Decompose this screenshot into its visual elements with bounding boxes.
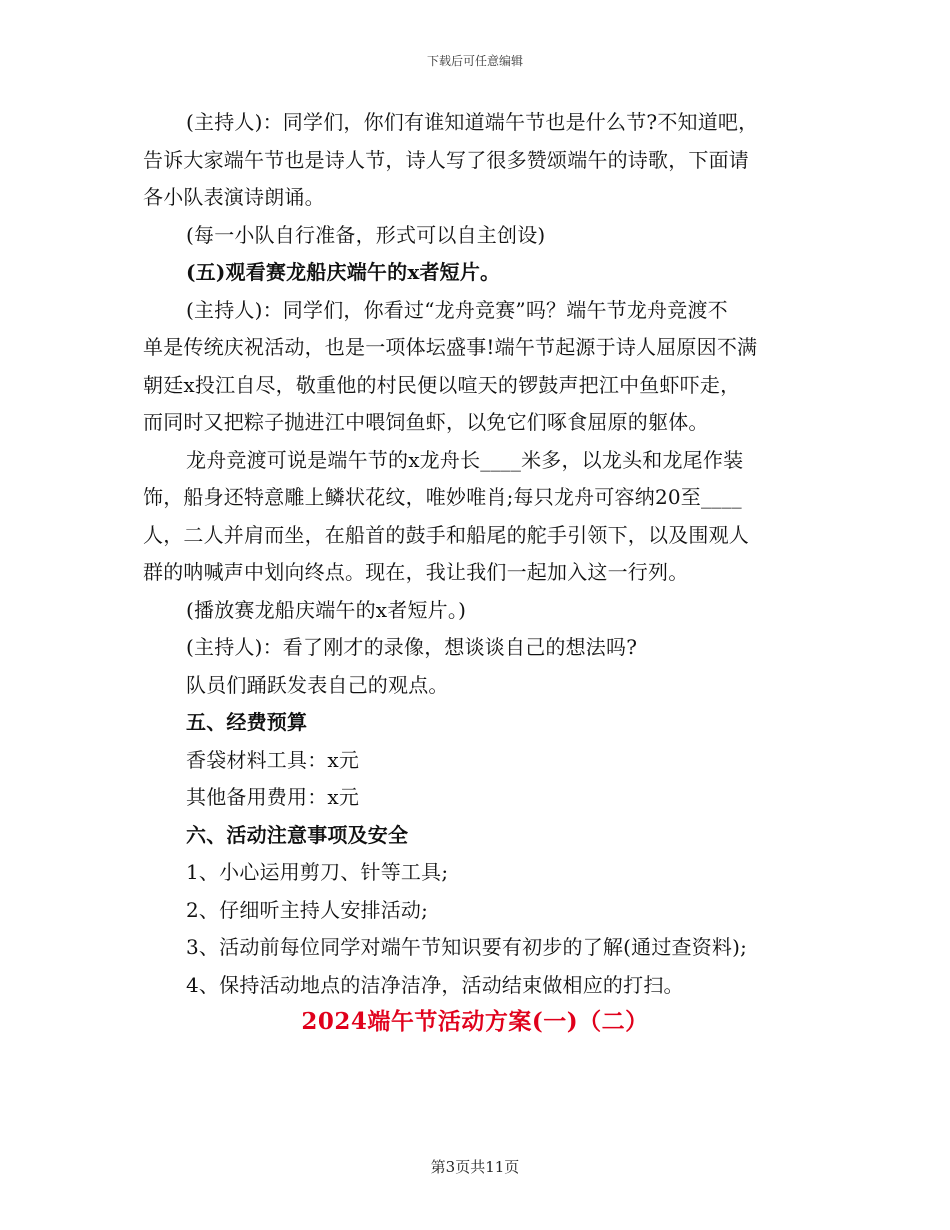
page-header: 下载后可任意编辑 [426,54,523,68]
host-paragraph-2: (主持人)：同学们，你看过“龙舟竞赛”吗？端午节龙舟竞渡不 [186,297,728,322]
host-paragraph-1: (主持人)：同学们，你们有谁知道端午节也是什么节?不知道吧， [186,110,759,134]
dragon-boat-paragraph-end: 群的呐喊声中划向终点。现在，我让我们一起加入这一行列。 [143,560,689,584]
host-paragraph-1-cont: 告诉大家端午节也是诗人节，诗人写了很多赞颂端午的诗歌，下面请 [143,147,749,172]
safety-item-2: 2、仔细听主持人安排活动; [186,897,429,922]
document-body [143,104,808,1004]
dragon-boat-paragraph: 龙舟竞渡可说是端午节的x龙舟长____米多，以龙头和龙尾作装 [186,447,744,472]
budget-heading: 五、经费预算 [186,710,308,734]
team-response: 队员们踊跃发表自己的观点。 [186,672,449,697]
section-title: 2024端午节活动方案(一)（二） [301,1008,649,1035]
host-paragraph-2-cont: 朝廷x投江自尽，敬重他的村民便以喧天的锣鼓声把江中鱼虾吓走， [143,372,741,397]
safety-item-4: 4、保持活动地点的洁净洁净，活动结束做相应的打扫。 [186,972,684,997]
host-paragraph-2-cont: 单是传统庆祝活动，也是一项体坛盛事!端午节起源于诗人屈原因不满 [143,335,758,359]
safety-item-1: 1、小心运用剪刀、针等工具; [186,860,449,884]
preparation-note: (每一小队自行准备，形式可以自主创设) [186,222,546,247]
safety-heading: 六、活动注意事项及安全 [186,822,409,847]
dragon-boat-paragraph-cont: 饰，船身还特意雕上鳞状花纹，唯妙唯肖;每只龙舟可容纳20至____ [143,485,742,509]
video-note: (播放赛龙船庆端午的x者短片。) [186,597,467,622]
budget-item-materials: 香袋材料工具：x元 [186,747,360,772]
budget-item-other: 其他备用费用：x元 [186,785,360,809]
host-paragraph-2-end: 而同时又把粽子抛进江中喂饲鱼虾，以免它们啄食屈原的躯体。 [143,410,709,434]
safety-item-3: 3、活动前每位同学对端午节知识要有初步的了解(通过查资料); [186,935,748,959]
page-footer: 第3页共11页 [430,1158,520,1176]
host-paragraph-1-end: 各小队表演诗朗诵。 [143,185,325,209]
dragon-boat-paragraph-cont: 人，二人并肩而坐，在船首的鼓手和船尾的舵手引领下，以及围观人 [143,522,749,547]
host-question: (主持人)：看了刚才的录像，想谈谈自己的想法吗? [186,635,638,659]
subsection-heading-5: (五)观看赛龙船庆端午的x者短片。 [186,260,501,284]
